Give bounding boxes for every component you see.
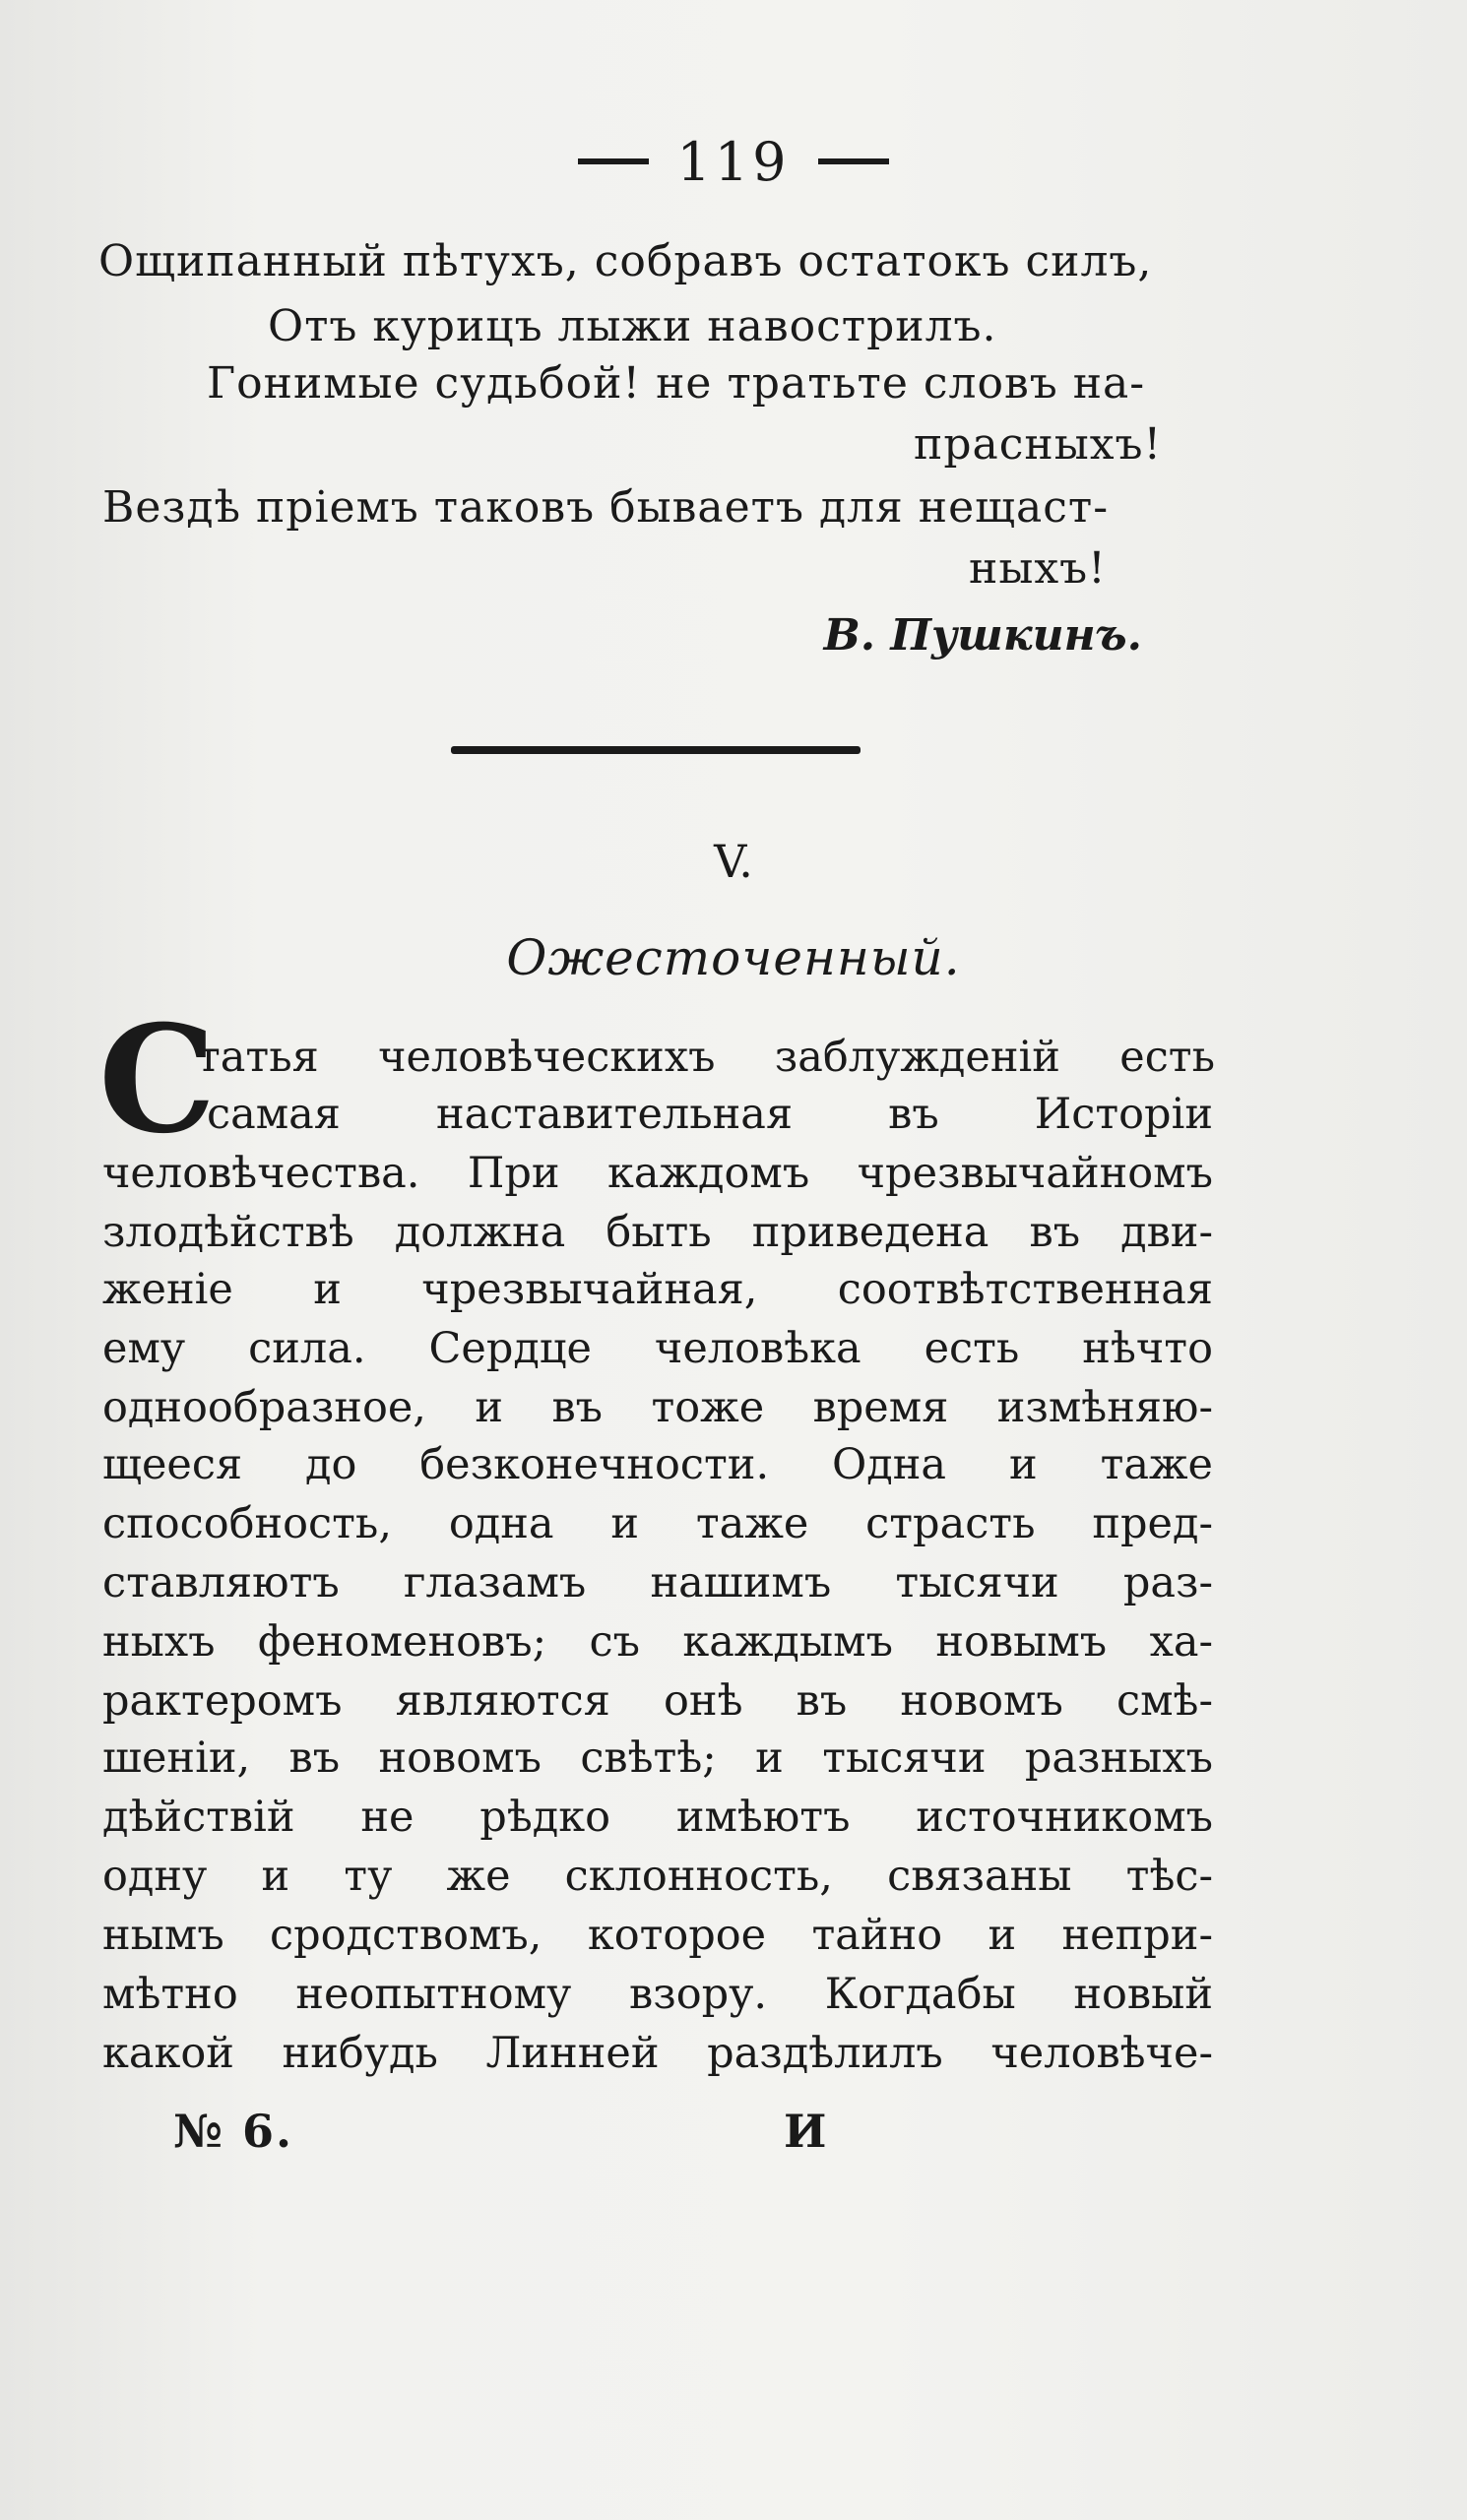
page-number: 119 <box>676 130 791 193</box>
body-line: дѣйствій не рѣдко имѣютъ источникомъ <box>102 1793 1213 1842</box>
verse-line: Отъ курицъ лыжи навострилъ. <box>268 301 997 351</box>
running-head <box>0 126 1467 193</box>
body-line: татья человѣческихъ заблужденій есть <box>197 1033 1215 1082</box>
body-line: щееся до безконечности. Одна и таже <box>102 1440 1213 1489</box>
section-divider-rule <box>451 746 861 754</box>
body-line: рактеромъ являются онѣ въ новомъ смѣ- <box>102 1676 1213 1726</box>
body-line: какой нибудь Линней раздѣлилъ человѣче- <box>102 2029 1213 2078</box>
drop-cap: С <box>98 993 217 1166</box>
body-line: нымъ сродствомъ, которое тайно и непри- <box>102 1911 1213 1960</box>
section-number: V. <box>714 835 753 888</box>
body-line: ставляютъ глазамъ нашимъ тысячи раз- <box>102 1558 1213 1607</box>
body-line: способность, одна и таже страсть пред- <box>102 1499 1213 1548</box>
verse-line: Гонимые судьбой! не тратьте словъ на- <box>207 358 1146 409</box>
section-title: Ожесточенный. <box>506 929 961 986</box>
verse-attribution: В. Пушкинъ. <box>823 610 1142 661</box>
body-line: самая наставительная въ Исторіи <box>207 1090 1213 1139</box>
body-line: злодѣйствѣ должна быть приведена въ дви- <box>102 1208 1213 1257</box>
body-line: ему сила. Сердце человѣка есть нѣчто <box>102 1324 1213 1373</box>
left-dash <box>578 158 649 164</box>
body-line: однообразное, и въ тоже время измѣняю- <box>102 1383 1213 1432</box>
verse-line: Вездѣ пріемъ таковъ бываетъ для нещаст- <box>102 482 1110 533</box>
signature-letter: И <box>784 2105 827 2158</box>
verse-line: прасныхъ! <box>914 419 1163 470</box>
body-line: шеніи, въ новомъ свѣтѣ; и тысячи разныхъ <box>102 1733 1213 1783</box>
body-line: одну и ту же склонность, связаны тѣс- <box>102 1852 1213 1901</box>
body-line: мѣтно неопытному взору. Когдабы новый <box>102 1970 1213 2019</box>
body-line: человѣчества. При каждомъ чрезвычайномъ <box>102 1149 1213 1198</box>
issue-number: № 6. <box>173 2105 294 2158</box>
body-line: ныхъ феноменовъ; съ каждымъ новымъ ха- <box>102 1617 1213 1667</box>
verse-line: ныхъ! <box>969 543 1107 594</box>
body-line: женіе и чрезвычайная, соотвѣтственная <box>102 1265 1213 1314</box>
verse-line: Ощипанный пѣтухъ, собравъ остатокъ силъ, <box>98 236 1153 286</box>
right-dash <box>818 158 889 164</box>
